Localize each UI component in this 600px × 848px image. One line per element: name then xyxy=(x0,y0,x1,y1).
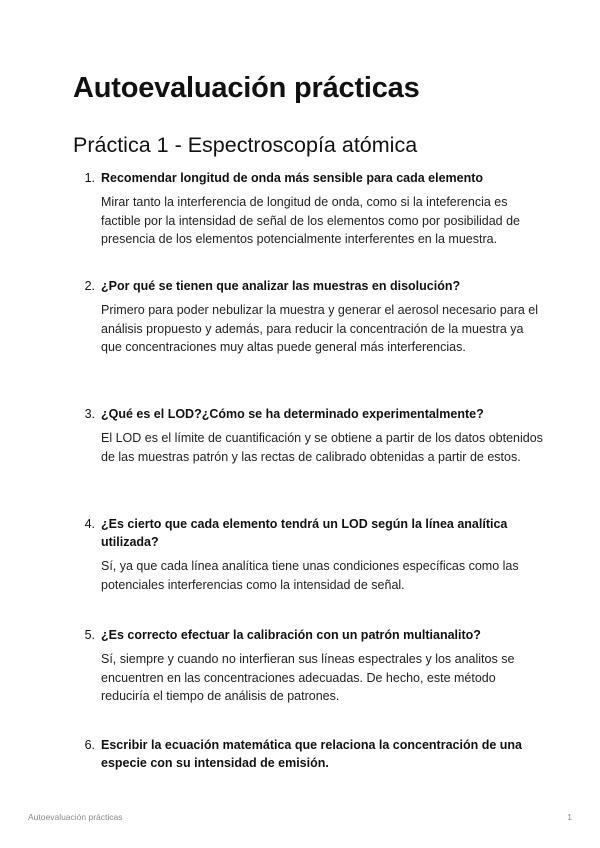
question-number: 6. xyxy=(84,738,95,752)
question-number: 4. xyxy=(84,517,95,531)
question-item-6 xyxy=(73,736,543,772)
question-item-4 xyxy=(73,515,543,594)
question-item-1 xyxy=(73,169,543,249)
question-item-2 xyxy=(73,277,543,357)
question-item-3 xyxy=(73,405,543,466)
question-title: ¿Es cierto que cada elemento tendrá un LOD según la línea analítica utilizada? xyxy=(101,517,508,549)
question-number: 1. xyxy=(84,171,95,185)
question-answer: El LOD es el límite de cuantificación y se obtiene a partir de los datos obtenidos de las muestras patrón y las rectas de calibrado obtenidas a partir de estos. xyxy=(101,431,543,464)
section-title: Práctica 1 - Espectroscopía atómica xyxy=(73,133,418,157)
question-answer: Mirar tanto la interferencia de longitud de onda, como si la inteferencia es factible por la intensidad de señal de los elementos como por posibilidad de presencia de los elementos potencialmente interferentes en la muestra. xyxy=(101,195,521,246)
question-title: ¿Es correcto efectuar la calibración con un patrón multianalito? xyxy=(101,628,481,642)
footer-document-title: Autoevaluación prácticas xyxy=(28,812,123,822)
question-item-5 xyxy=(73,626,543,706)
question-number: 3. xyxy=(84,407,95,421)
question-title: Escribir la ecuación matemática que relaciona la concentración de una especie con su intensidad de emisión. xyxy=(101,738,522,770)
question-answer: Sí, ya que cada línea analítica tiene unas condiciones específicas como las potenciales interferencias como la intensidad de señal. xyxy=(101,559,519,592)
question-number: 2. xyxy=(84,279,95,293)
footer-page-number: 1 xyxy=(567,812,572,822)
question-answer: Sí, siempre y cuando no interfieran sus líneas espectrales y los analitos se encuentren en las concentraciones adecuadas. De hecho, este método reduciría el tiempo de análisis de patrones. xyxy=(101,652,515,703)
question-title: ¿Por qué se tienen que analizar las muestras en disolución? xyxy=(101,279,461,293)
page-title: Autoevaluación prácticas xyxy=(73,72,420,104)
question-title: ¿Qué es el LOD?¿Cómo se ha determinado experimentalmente? xyxy=(101,407,484,421)
question-title: Recomendar longitud de onda más sensible para cada elemento xyxy=(101,171,484,185)
question-answer: Primero para poder nebulizar la muestra y generar el aerosol necesario para el análisis propuesto y además, para reducir la concentración de la muestra ya que concentraciones muy altas puede general más interferencias. xyxy=(101,303,539,354)
question-number: 5. xyxy=(84,628,95,642)
